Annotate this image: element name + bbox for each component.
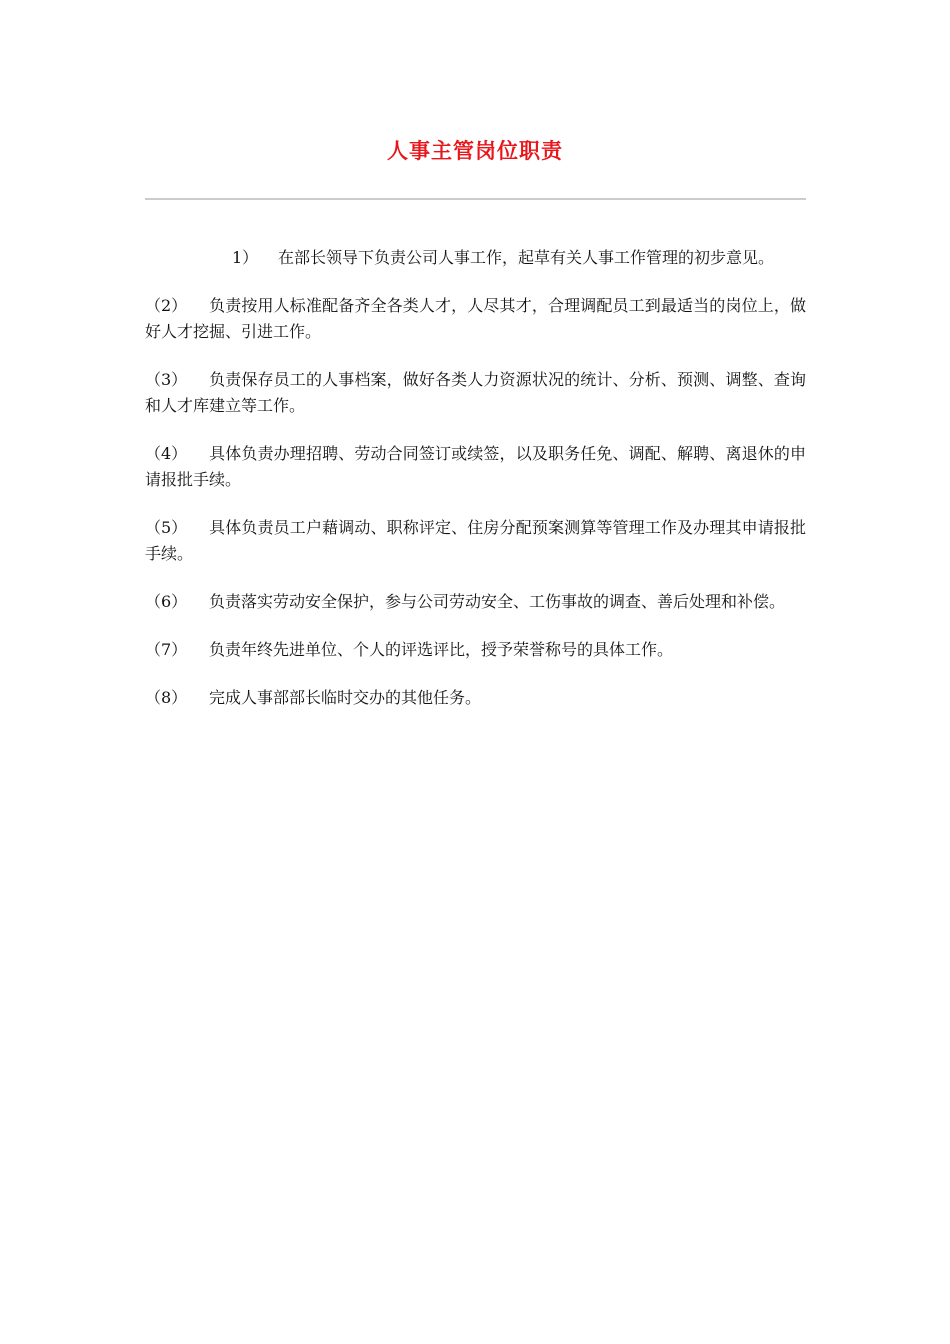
duty-text: 完成人事部部长临时交办的其他任务。 <box>209 688 482 707</box>
duty-number: （4） <box>145 444 188 463</box>
duty-text: 负责按用人标准配备齐全各类人才，人尽其才，合理调配员工到最适当的岗位上，做好人才挖掘、引进工作。 <box>145 296 806 341</box>
duty-text: 负责落实劳动安全保护，参与公司劳动安全、工伤事故的调查、善后处理和补偿。 <box>209 592 786 611</box>
duty-number: （6） <box>145 592 188 611</box>
page-title: 人事主管岗位职责 <box>387 139 563 163</box>
duty-item-6 <box>145 589 806 615</box>
duty-item-7 <box>145 637 806 663</box>
duty-number: （3） <box>145 370 188 389</box>
duty-item-5 <box>145 515 806 567</box>
duty-item-2 <box>145 293 806 345</box>
duty-item-1 <box>145 245 806 271</box>
duty-number: （8） <box>145 688 188 707</box>
duty-number: 1） <box>232 248 259 267</box>
duty-text: 具体负责办理招聘、劳动合同签订或续签，以及职务任免、调配、解聘、离退休的申请报批手续。 <box>145 444 806 489</box>
duty-number: （5） <box>145 518 188 537</box>
duty-text: 负责年终先进单位、个人的评选评比，授予荣誉称号的具体工作。 <box>209 640 674 659</box>
duty-number: （7） <box>145 640 188 659</box>
duty-list <box>145 245 806 733</box>
duty-item-4 <box>145 441 806 493</box>
duty-item-8 <box>145 685 806 711</box>
duty-number: （2） <box>145 296 188 315</box>
duty-text: 负责保存员工的人事档案，做好各类人力资源状况的统计、分析、预测、调整、查询和人才库建立等工作。 <box>145 370 806 415</box>
duty-text: 在部长领导下负责公司人事工作，起草有关人事工作管理的初步意见。 <box>278 248 775 267</box>
duty-text: 具体负责员工户藉调动、职称评定、住房分配预案测算等管理工作及办理其申请报批手续。 <box>145 518 806 563</box>
title-divider <box>145 198 806 200</box>
duty-item-3 <box>145 367 806 419</box>
